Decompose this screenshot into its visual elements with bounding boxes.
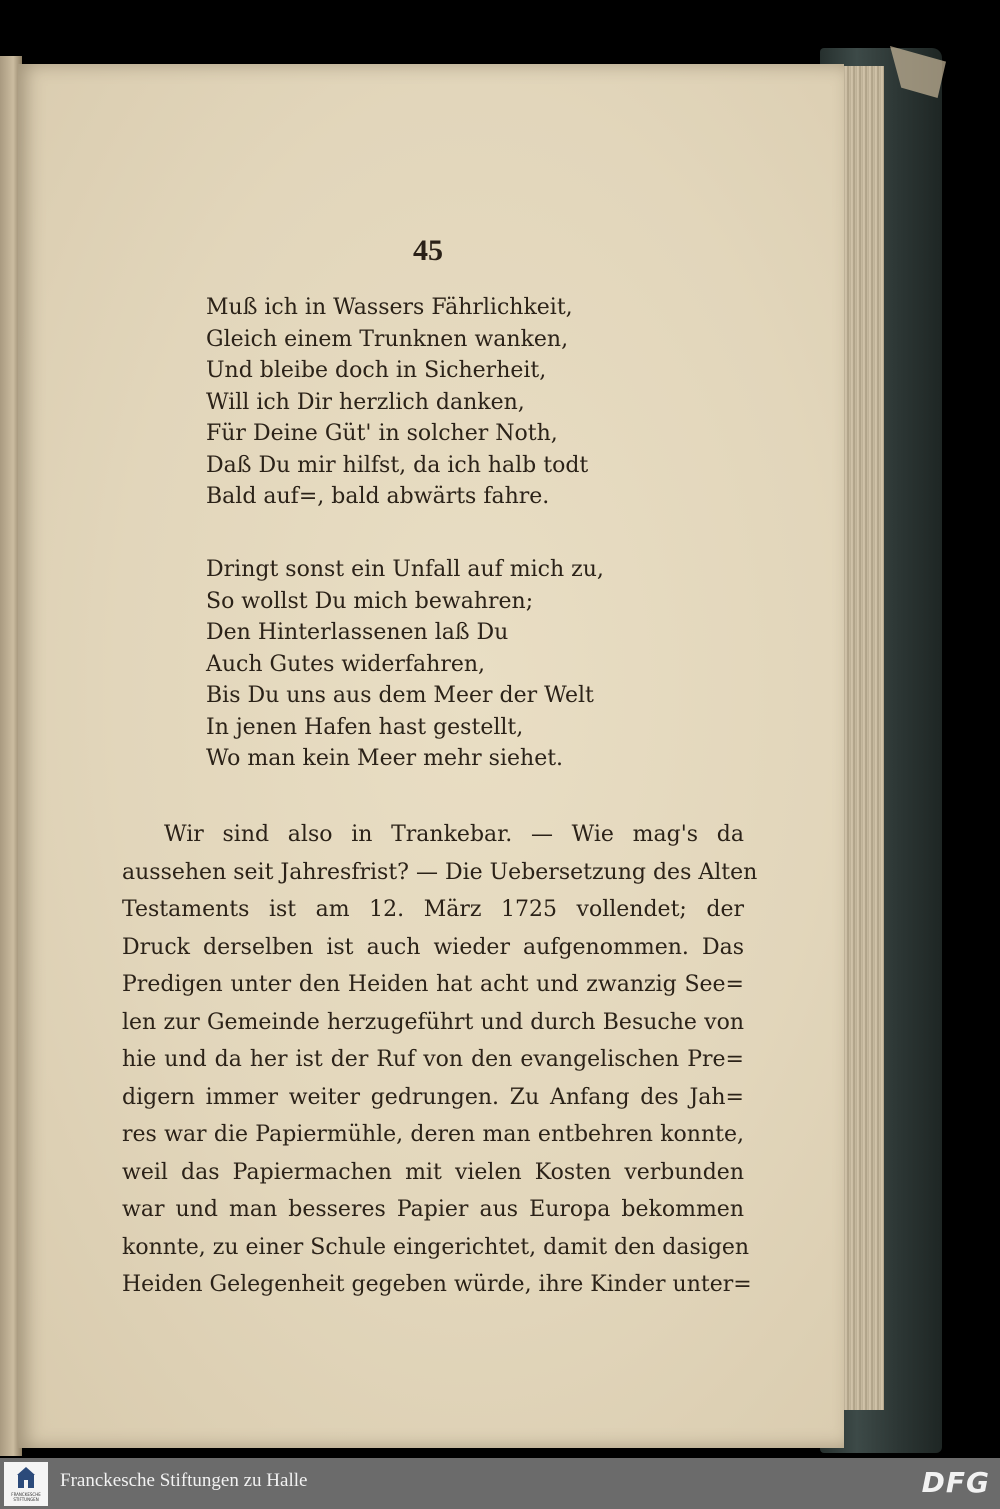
prose-line: Heiden Gelegenheit gegeben würde, ihre Kinder unter= <box>122 1272 752 1297</box>
prose-line: hie und da her ist der Ruf von den evangelischen Pre= <box>122 1047 744 1072</box>
prose-line: war und man besseres Papier aus Europa bekommen <box>122 1197 744 1222</box>
prose-line: Wir sind also in Trankebar. — Wie mag's da <box>164 822 744 847</box>
prose-line: Druck derselben ist auch wieder aufgenommen. Das <box>122 934 744 960</box>
poem-line: Für Deine Güt' in solcher Noth, <box>206 421 558 446</box>
franckesche-logo-icon <box>4 1462 48 1506</box>
poem-line: Den Hinterlassenen laß Du <box>206 620 509 645</box>
prose-line: Testaments ist am 12. März 1725 vollendet; der <box>122 897 744 922</box>
prose-line: len zur Gemeinde herzugeführt und durch Besuche von <box>122 1009 744 1035</box>
poem-line: Daß Du mir hilfst, da ich halb todt <box>206 452 589 478</box>
building-icon <box>16 1466 36 1490</box>
poem-line: Muß ich in Wassers Fährlichkeit, <box>206 295 573 320</box>
poem-line: In jenen Hafen hast gestellt, <box>206 714 524 740</box>
poem-line: Wo man kein Meer mehr siehet. <box>206 746 564 771</box>
prose-paragraph <box>122 816 758 1304</box>
poem-line: Gleich einem Trunknen wanken, <box>206 326 569 352</box>
poem-line: Bis Du uns aus dem Meer der Welt <box>206 683 594 708</box>
institution-name: Franckesche Stiftungen zu Halle <box>60 1470 308 1491</box>
dfg-logo: DFG <box>921 1466 990 1499</box>
logo-text: FRANCKESCHE STIFTUNGEN <box>11 1492 41 1502</box>
poem-stanza-1 <box>206 292 588 513</box>
prose-line: Predigen unter den Heiden hat acht und zwanzig See= <box>122 972 744 997</box>
poem-stanza-2 <box>206 554 604 775</box>
prose-line: res war die Papiermühle, deren man entbehren konnte, <box>122 1122 744 1147</box>
prose-line: digern immer weiter gedrungen. Zu Anfang des Jah= <box>122 1084 744 1110</box>
poem-line: Bald auf=, bald abwärts fahre. <box>206 484 550 509</box>
poem-line: So wollst Du mich bewahren; <box>206 588 534 614</box>
book-page <box>18 64 844 1448</box>
prose-line: aussehen seit Jahresfrist? — Die Uebersetzung des Alten <box>122 859 758 885</box>
poem-line: Will ich Dir herzlich danken, <box>206 389 525 415</box>
viewer-footer <box>0 1458 1000 1509</box>
poem-line: Dringt sonst ein Unfall auf mich zu, <box>206 557 604 582</box>
page-number: 45 <box>413 234 443 267</box>
page-edges <box>838 66 884 1410</box>
prose-line: weil das Papiermachen mit vielen Kosten verbunden <box>122 1159 744 1185</box>
poem-line: Auch Gutes widerfahren, <box>206 651 486 677</box>
prose-line: konnte, zu einer Schule eingerichtet, damit den dasigen <box>122 1234 750 1260</box>
poem-line: Und bleibe doch in Sicherheit, <box>206 358 547 383</box>
